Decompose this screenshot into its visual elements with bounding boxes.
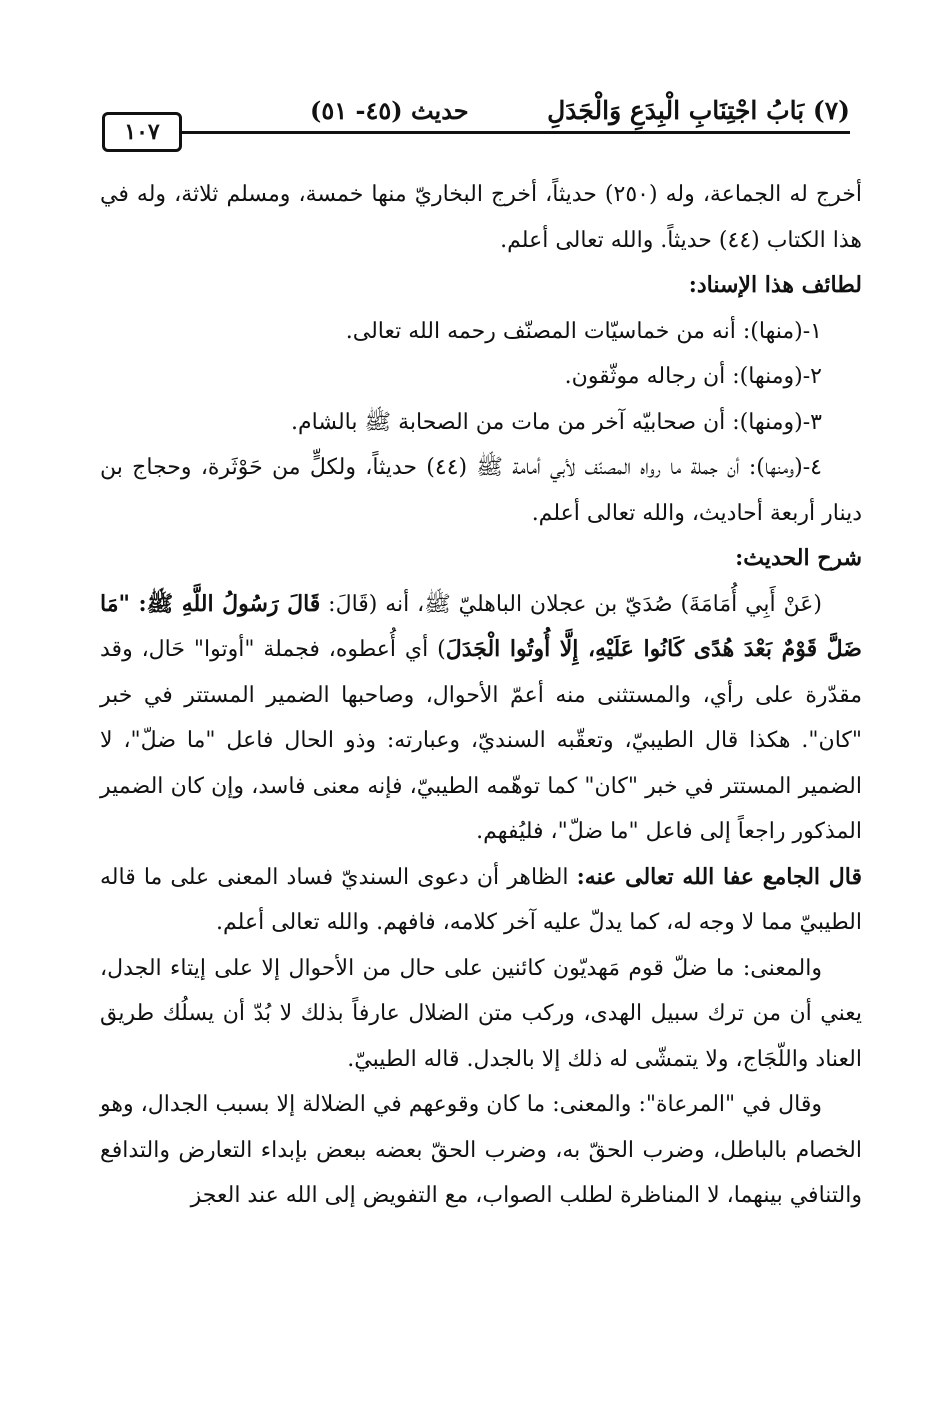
paragraph-hadith-text [100, 582, 862, 855]
hadith-commentary: ) أي أُعطوه، فجملة "أوتوا" حَال، وقد مقدّرة على رأي، والمستثنى منه أعمّ الأحوال، وصاحبها الضمير المستتر في خبر "كان". هكذا قال الطيبيّ، وتعقّبه السنديّ، وعبارته: وذو الحال فاعل "ما ضلّ"، لا الضمير المستتر في خبر "كان" كما توهّمه الطيبيّ، فإنه معنى فاسد، وإن كان الضمير المذكور راجعاً إلى فاعل "ما ضلّ"، فليُفهم. [100, 637, 862, 844]
compiler-note-text: الظاهر أن دعوى السنديّ فساد المعنى على ما قاله الطيبيّ مما لا وجه له، كما يدلّ عليه آخر كلامه، فافهم. والله تعالى أعلم. [100, 864, 862, 935]
hadith-range: حديث (٤٥- ٥١) [310, 96, 469, 125]
header-rule [182, 131, 850, 134]
compiler-note-label: قال الجامع عفا الله تعالى عنه: [576, 863, 862, 890]
list-item: ٢-(ومنها): أن رجاله موثّقون. [564, 364, 822, 389]
hadith-quote: قَالَ رَسُولُ اللَّهِ ﷺ: "مَا ضَلَّ قَوْمٌ بَعْدَ هُدًى كَانُوا عَلَيْهِ، إِلَّا أُوتُوا الْجَدَلَ [100, 590, 862, 662]
paragraph-narrator-info: أخرج له الجماعة، وله (٢٥٠) حديثاً، أخرج البخاريّ منها خمسة، ومسلم ثلاثة، وله في هذا الكتاب (٤٤) حديثاً. والله تعالى أعلم. [100, 182, 862, 253]
paragraph-meaning: والمعنى: ما ضلّ قوم مَهديّون كائنين على حال من الأحوال إلا على إيتاء الجدل، يعني أن من ترك سبيل الهدى، وركب متن الضلال عارفاً بذلك لا بُدّ أن يسلُك طريق العناد واللّجَاج، ولا يتمشّى له ذلك إلا بالجدل. قاله الطيبيّ. [100, 955, 862, 1072]
hadith-narrator: (عَنْ أَبِي أُمَامَةَ) صُدَيّ بن عجلان الباهليّ ﷺ، أنه (قَالَ: [320, 591, 822, 617]
page-number: ١٠٧ [102, 112, 182, 152]
page-body [100, 172, 862, 1219]
running-header [100, 92, 850, 145]
list-item: ٣-(ومنها): أن صحابيّه آخر من مات من الصحابة ﷺ بالشام. [291, 409, 822, 435]
list-item: ٤-(ومنها): أن جملة ما رواه المصنّف لأبي أمامة ﷺ (٤٤) حديثاً، ولكلٍّ من حَوْثَرة، وحجاج بن دينار أربعة أحاديث، والله تعالى أعلم. [100, 455, 862, 526]
list-item: ١-(منها): أنه من خماسيّات المصنّف رحمه الله تعالى. [345, 318, 822, 344]
chapter-title: (٧) بَابُ اجْتِنَابِ الْبِدَعِ وَالْجَدَلِ [547, 96, 850, 125]
section-heading-sharh: شرح الحديث: [735, 545, 862, 571]
paragraph-mirqat: وقال في "المرعاة": والمعنى: ما كان وقوعهم في الضلالة إلا بسبب الجدال، وهو الخصام بالباطل، وضرب الحقّ به، وضرب الحقّ بعضه ببعض بإبداء التعارض والتدافع والتنافي بينهما، لا المناظرة لطلب الصواب، مع التفويض إلى الله عند العجز [100, 1092, 862, 1208]
section-heading-isnad: لطائف هذا الإسناد: [688, 272, 862, 298]
paragraph-compiler-note [100, 855, 862, 946]
